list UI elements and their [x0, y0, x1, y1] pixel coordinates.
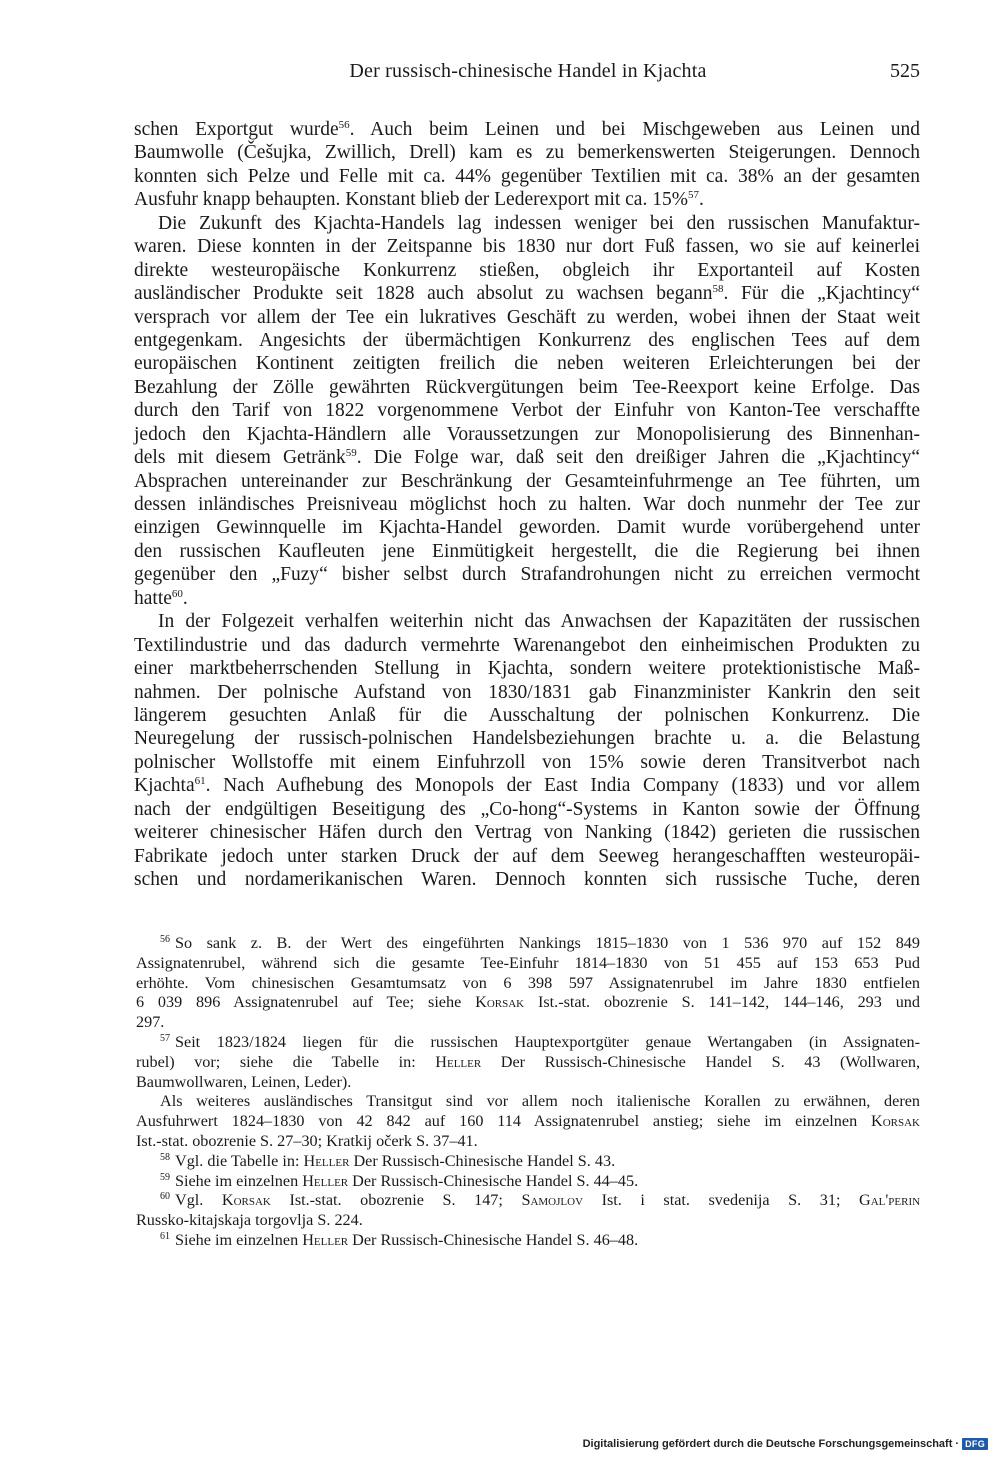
footnote-line: Baumwollwaren, Leinen, Leder).	[136, 1072, 352, 1091]
footnote-line: $^{60}$ Vgl. Korsak Ist.-stat. obozrenie S. 147; Samojlov Ist. i stat. svedenija S. 31; Gal'perin	[160, 1191, 921, 1210]
footnote-number: 59	[160, 1171, 170, 1183]
footnote-line: $^{61}$ Siehe im einzelnen Heller Der Russisch-Chinesische Handel S. 46–48.	[160, 1230, 639, 1249]
text-line: konnten sich Pelze und Felle mit ca. 44% gegenüber Textilien mit ca. 38% an der gesamten	[134, 165, 920, 187]
author-name: Heller	[302, 1171, 349, 1190]
footnote-line: $^{58}$ Vgl. die Tabelle in: Heller Der Russisch-Chinesische Handel S. 43.	[160, 1151, 616, 1170]
footnote-line: $^{59}$ Siehe im einzelnen Heller Der Russisch-Chinesische Handel S. 44–45.	[160, 1171, 639, 1190]
footnote-line: Assignatenrubel, während sich die gesamte Tee-Einfuhr 1814–1830 von 51 455 auf 153 653 Pud	[136, 953, 920, 972]
text-line: waren. Diese konnten in der Zeitspanne bis 1830 nur dort Fuß fassen, wo sie auf keinerlei	[134, 236, 920, 258]
text-line: dels mit diesem Getränk$^{59}$. Die Folge war, daß seit den dreißiger Jahren die „Kjachtincy“	[134, 447, 920, 469]
page-number: 525	[890, 60, 920, 82]
footnote-line: $^{56}$ So sank z. B. der Wert des eingeführten Nankings 1815–1830 von 1 536 970 auf 152 849	[160, 934, 920, 952]
footnote-line: $^{57}$ Seit 1823/1824 liegen für die russischen Hauptexportgüter genaue Wertangaben (in Assignaten-	[160, 1032, 920, 1051]
footnote-number: 58	[160, 1151, 170, 1163]
text-line: Baumwolle (Češujka, Zwillich, Drell) kam es zu bemerkenswerten Steigerungen. Dennoch	[134, 142, 920, 164]
footnote-60	[136, 1191, 920, 1231]
text-line: versprach vor allem der Tee ein lukratives Geschäft zu werden, wobei ihnen der Staat weit	[134, 306, 920, 328]
paragraph	[134, 212, 920, 610]
footnote-ref[interactable]: 58	[712, 283, 724, 296]
body-text	[134, 118, 920, 891]
footnote-line: 297.	[136, 1013, 165, 1032]
paragraph	[134, 610, 920, 891]
text-line: ausländischer Produkte seit 1828 auch absolut zu wachsen begann$^{58}$. Für die „Kjachtincy“	[134, 283, 920, 305]
text-line: polnischer Wollstoffe mit einem Einfuhrzoll von 15% sowie deren Transitverbot nach	[134, 751, 920, 773]
text-line: längerem gesuchten Anlaß für die Ausschaltung der polnischen Konkurrenz. Die	[134, 704, 920, 726]
footnote-58	[136, 1152, 920, 1172]
text-line: direkte westeuropäische Konkurrenz stießen, obgleich ihr Exportanteil auf Kosten	[134, 259, 920, 281]
text-line: schen Exportgut wurde$^{56}$. Auch beim Leinen und bei Mischgeweben aus Leinen und	[134, 119, 921, 140]
text-line: einer marktbeherrschenden Stellung in Kjachta, sondern weitere protektionistische Maß-	[134, 658, 920, 680]
paragraph	[134, 118, 920, 212]
text-line: Fabrikate jedoch unter starken Druck der auf dem Seeweg herangeschafften westeuropäi-	[134, 845, 920, 867]
author-name: Heller	[435, 1052, 482, 1071]
author-name: Samojlov	[521, 1191, 584, 1210]
text-line: hatte$^{60}$.	[134, 587, 188, 609]
text-line: In der Folgezeit verhalfen weiterhin nicht das Anwachsen der Kapazitäten der russischen	[158, 611, 920, 633]
footnote-ref[interactable]: 61	[194, 775, 206, 788]
author-name: Heller	[302, 1230, 349, 1249]
text-line: durch den Tarif von 1822 vorgenommene Verbot der Einfuhr von Kanton-Tee verschaffte	[134, 400, 920, 422]
text-line: Ausfuhr knapp behaupten. Konstant blieb der Lederexport mit ca. 15%$^{57}$.	[134, 189, 704, 211]
credit-text: Digitalisierung gefördert durch die Deutsche Forschungsgemeinschaft ·	[582, 1438, 960, 1450]
text-line: Die Zukunft des Kjachta-Handels lag indessen weniger bei den russischen Manufaktur-	[158, 212, 920, 234]
author-name: Korsak	[475, 993, 525, 1012]
text-line: nach der endgültigen Beseitigung des „Co-hong“-Systems in Kanton sowie der Öffnung	[134, 798, 920, 820]
author-name: Korsak	[221, 1191, 271, 1210]
footnote-number: 61	[160, 1230, 170, 1242]
text-line: europäischen Kontinent zeitigten freilich die neben weiteren Erleichterungen bei der	[134, 353, 920, 375]
footnote-ref[interactable]: 60	[171, 587, 183, 600]
footnote-number: 57	[160, 1032, 170, 1044]
running-header	[136, 60, 920, 90]
text-line: jedoch den Kjachta-Händlern alle Voraussetzungen zur Monopolisierung des Binnenhan-	[134, 423, 920, 445]
footnote-number: 56	[160, 934, 170, 945]
text-line: entgegenkam. Angesichts der übermächtigen Konkurrenz des englischen Tees auf dem	[134, 329, 920, 351]
author-name: Gal'perin	[859, 1191, 921, 1210]
text-line: dessen inländisches Preisniveau möglichst hoch zu halten. War doch nunmehr der Tee zur	[134, 494, 920, 515]
footnote-line: erhöhte. Vom chinesischen Gesamtumsatz von 6 398 597 Assignatenrubel im Jahre 1830 entfielen	[136, 973, 920, 992]
text-line: gegenüber den „Fuzy“ bisher selbst durch Strafandrohungen nicht zu erreichen vermocht	[134, 564, 920, 586]
running-title: Der russisch-chinesische Handel in Kjachta	[349, 60, 707, 82]
footnote-line: Ausfuhrwert 1824–1830 von 42 842 auf 160 114 Assignatenrubel anstieg; siehe im einzelnen Korsak	[136, 1112, 920, 1131]
text-line: Textilindustrie und das dadurch vermehrte Warenangebot den einheimischen Produkten zu	[134, 634, 920, 656]
text-line: den russischen Kaufleuten jene Einmütigkeit hergestellt, die die Regierung bei ihnen	[134, 540, 920, 562]
text-line: schen und nordamerikanischen Waren. Dennoch konnten sich russische Tuche, deren	[134, 869, 920, 890]
footnote-line: Russko-kitajskaja torgovlja S. 224.	[136, 1211, 363, 1230]
text-line: einzigen Gewinnquelle im Kjachta-Handel geworden. Damit wurde vorübergehend unter	[134, 517, 920, 539]
text-line: Neuregelung der russisch-polnischen Handelsbeziehungen brachte u. a. die Belastung	[134, 728, 920, 750]
footnote-59	[136, 1172, 920, 1192]
footnote-line: Als weiteres ausländisches Transitgut sind vor allem noch italienische Korallen zu erwähnen, deren	[160, 1092, 920, 1111]
text-line: weiterer chinesischer Häfen durch den Vertrag von Nanking (1842) gerieten die russischen	[134, 822, 920, 844]
dfg-logo-icon: DFG	[962, 1438, 988, 1450]
footnote-line: 6 039 896 Assignatenrubel auf Tee; siehe Korsak Ist.-stat. obozrenie S. 141–142, 144–146, 293 und	[136, 993, 920, 1012]
author-name: Heller	[303, 1151, 350, 1170]
footnote-ref[interactable]: 59	[345, 447, 357, 460]
footnote-57	[136, 1033, 920, 1152]
footnote-number: 60	[160, 1191, 170, 1203]
footnote-line: rubel) vor; siehe die Tabelle in: Heller Der Russisch-Chinesische Handel S. 43 (Wollwaren,	[136, 1052, 921, 1071]
footnote-56	[136, 934, 920, 1033]
footnote-61	[136, 1231, 920, 1251]
footnotes	[136, 934, 920, 1251]
text-line: Absprachen untereinander zur Beschränkung der Gesamteinfuhrmenge an Tee führten, um	[134, 470, 920, 492]
footnote-line: Ist.-stat. obozrenie S. 27–30; Kratkij očerk S. 37–41.	[136, 1131, 478, 1150]
author-name: Korsak	[871, 1112, 920, 1131]
text-line: Bezahlung der Zölle gewährten Rückvergütungen beim Tee-Reexport keine Erfolge. Das	[134, 376, 920, 398]
digitization-credit	[583, 1438, 988, 1450]
footnote-ref[interactable]: 56	[338, 119, 350, 131]
text-line: nahmen. Der polnische Aufstand von 1830/1831 gab Finanzminister Kankrin den seit	[134, 681, 920, 703]
text-line: Kjachta$^{61}$. Nach Aufhebung des Monopols der East India Company (1833) und vor allem	[134, 775, 920, 797]
footnote-ref[interactable]: 57	[687, 189, 699, 202]
